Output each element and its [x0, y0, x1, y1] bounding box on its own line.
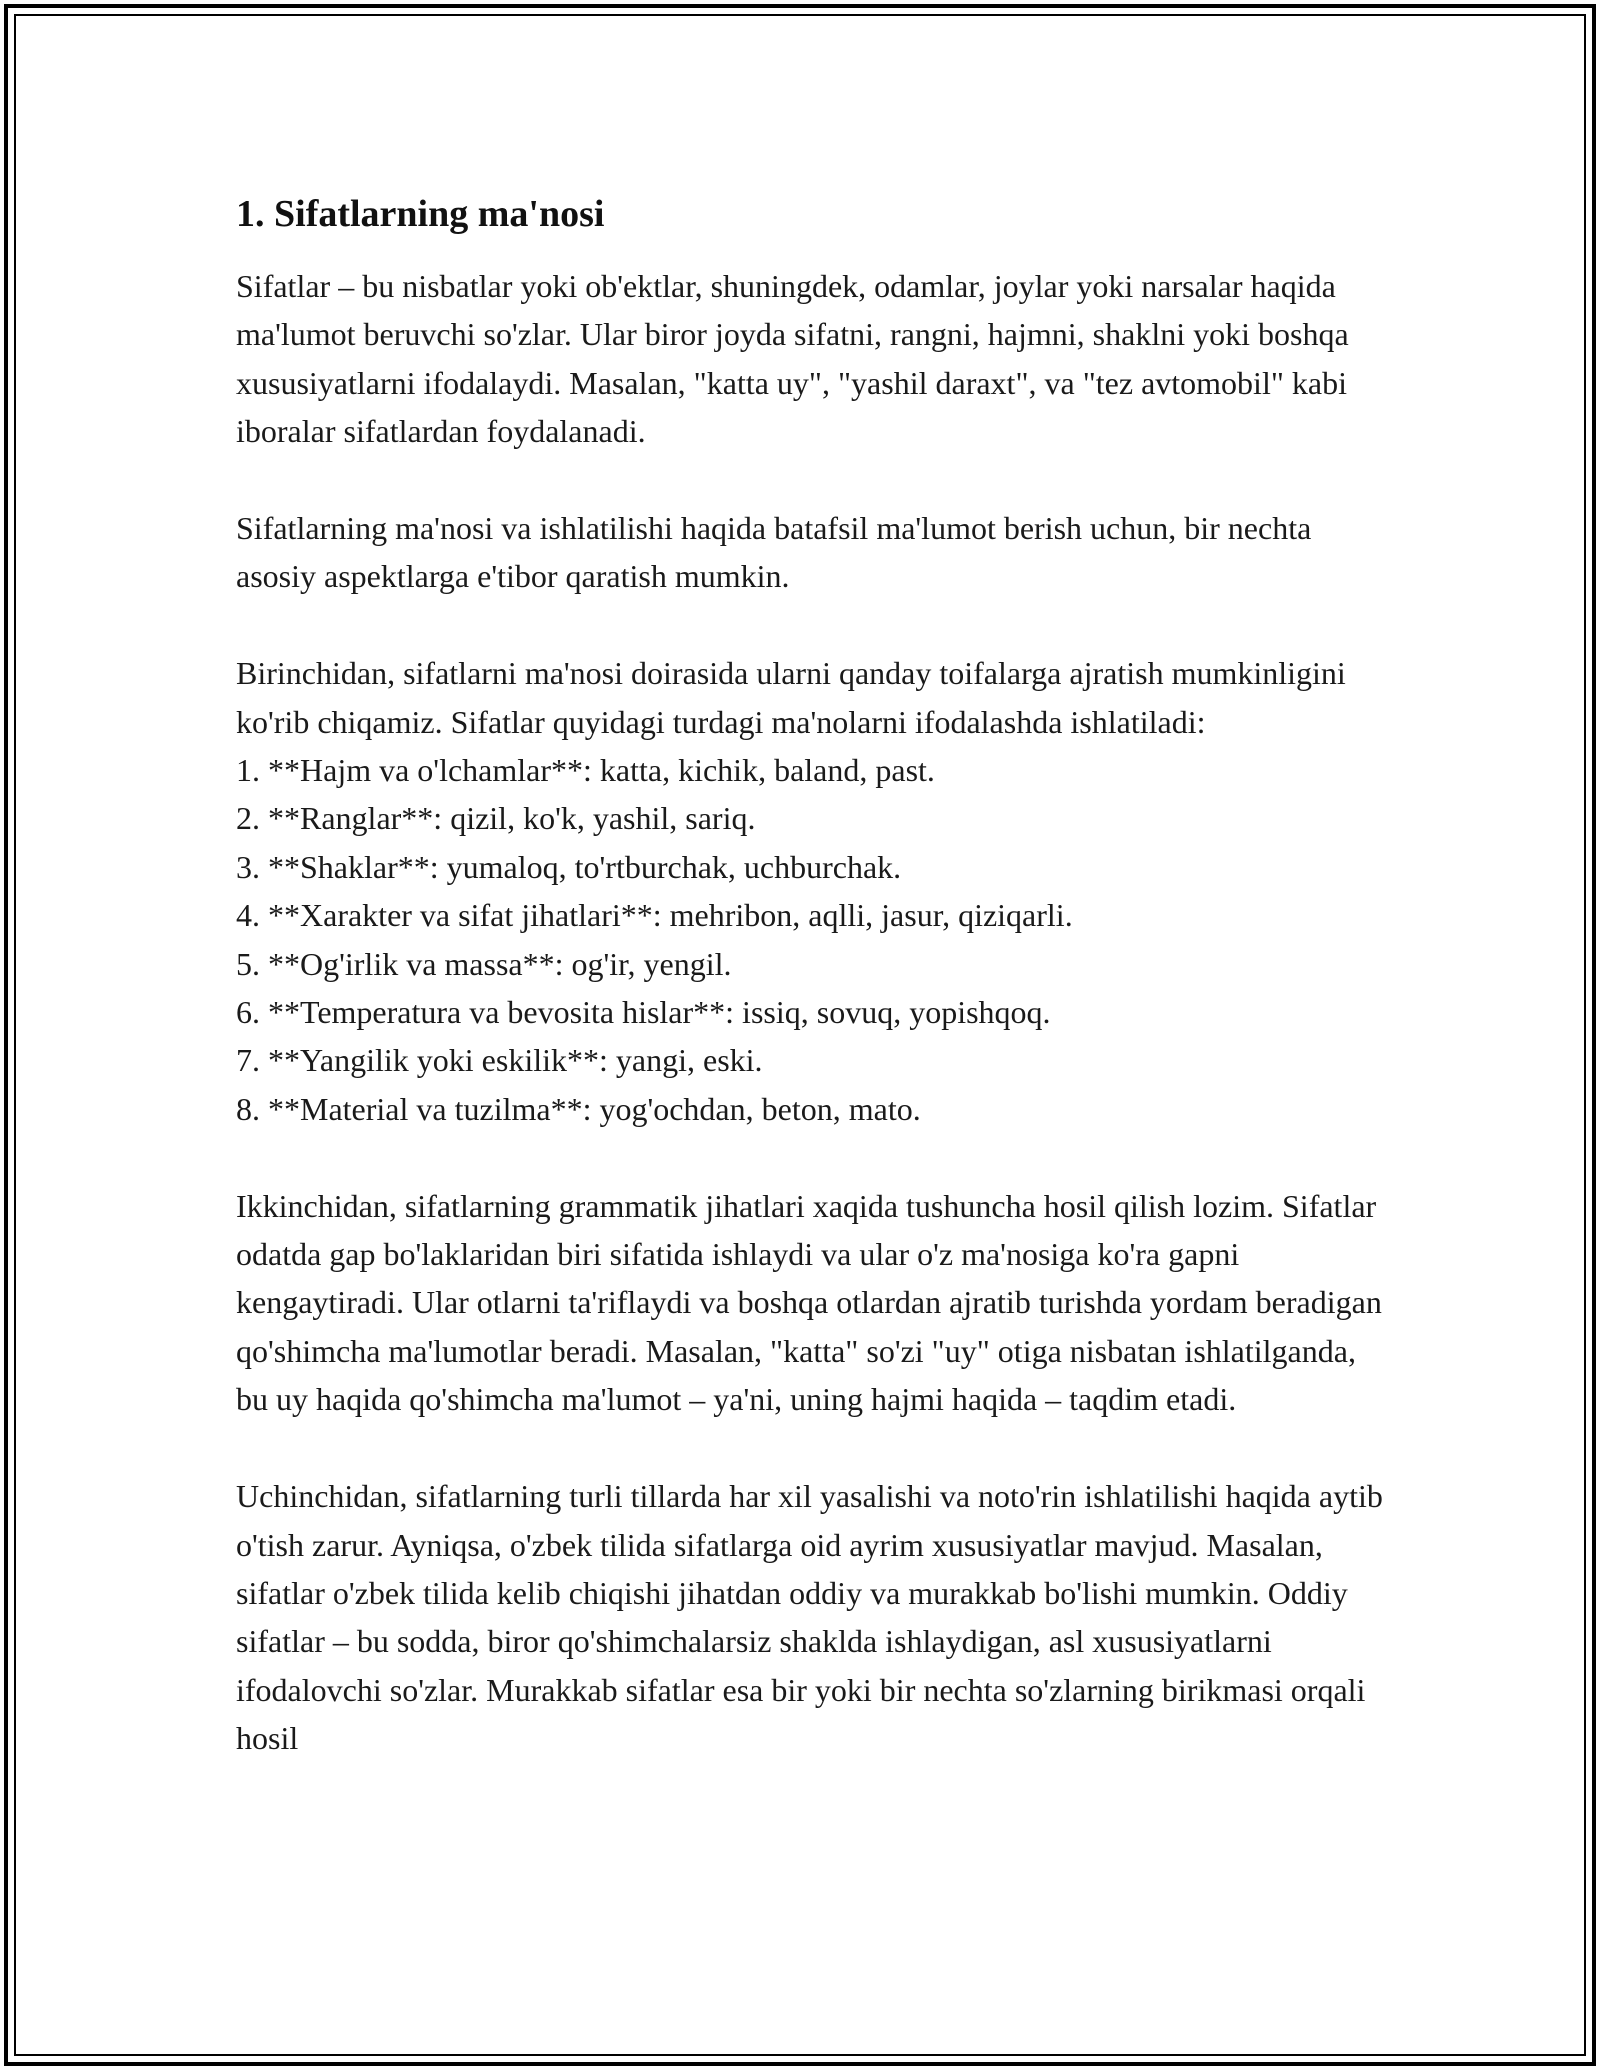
list-item: 8. **Material va tuzilma**: yog'ochdan, beton, mato. — [236, 1090, 921, 1127]
paragraph-gap — [236, 456, 1386, 504]
list-item: 2. **Ranglar**: qizil, ko'k, yashil, sariq. — [236, 800, 756, 837]
paragraph-aspects-intro: Sifatlarning ma'nosi va ishlatilishi haqida batafsil ma'lumot berish uchun, bir nechta asosiy aspektlarga e'tibor qaratish mumkin. — [236, 510, 1312, 595]
list-item: 6. **Temperatura va bevosita hislar**: issiq, sovuq, yopishqoq. — [236, 994, 1051, 1031]
list-item: 5. **Og'irlik va massa**: og'ir, yengil. — [236, 945, 732, 982]
list-item: 4. **Xarakter va sifat jihatlari**: mehribon, aqlli, jasur, qiziqarli. — [236, 897, 1073, 934]
section-heading: 1. Sifatlarning ma'nosi — [236, 193, 605, 235]
document-body — [236, 186, 1386, 1763]
paragraph-first-point: Birinchidan, sifatlarni ma'nosi doirasida ularni qanday toifalarga ajratish mumkinligini ko'rib chiqamiz. Sifatlar quyidagi turdagi ma'nolarni ifodalashda ishlatiladi: — [236, 655, 1346, 740]
paragraph-gap — [236, 601, 1386, 649]
list-item: 3. **Shaklar**: yumaloq, to'rtburchak, uchburchak. — [236, 848, 902, 885]
list-item: 7. **Yangilik yoki eskilik**: yangi, eski. — [236, 1042, 763, 1079]
meaning-categories-list — [236, 746, 1386, 1133]
list-item: 1. **Hajm va o'lchamlar**: katta, kichik, baland, past. — [236, 752, 935, 789]
paragraph-definition: Sifatlar – bu nisbatlar yoki ob'ektlar, shuningdek, odamlar, joylar yoki narsalar haqida ma'lumot beruvchi so'zlar. Ular biror joyda sifatni, rangni, hajmni, shaklni yoki boshqa xususiyatlarni ifodalaydi. Masalan, "katta uy", "yashil daraxt", va "tez avtomobil" kabi iboralar sifatlardan foydalanadi. — [236, 268, 1349, 450]
paragraph-second-point: Ikkinchidan, sifatlarning grammatik jihatlari xaqida tushuncha hosil qilish lozim. Sifatlar odatda gap bo'laklaridan biri sifatida ishlaydi va ular o'z ma'nosiga ko'ra gapni kengaytiradi. Ular otlarni ta'riflaydi va boshqa otlardan ajratib turishda yordam beradigan qo'shimcha ma'lumotlar beradi. Masalan, "katta" so'zi "uy" otiga nisbatan ishlatilganda, bu uy haqida qo'shimcha ma'lumot – ya'ni, uning hajmi haqida – taqdim etadi. — [236, 1187, 1382, 1418]
paragraph-third-point: Uchinchidan, sifatlarning turli tillarda har xil yasalishi va noto'rin ishlatilishi haqida aytib o'tish zarur. Ayniqsa, o'zbek tilida sifatlarga oid ayrim xususiyatlar mavjud. Masalan, sifatlar o'zbek tilida kelib chiqishi jihatdan oddiy va murakkab bo'lishi mumkin. Oddiy sifatlar – bu sodda, biror qo'shimchalarsiz shaklda ishlaydigan, asl xususiyatlarni ifodalovchi so'zlar. Murakkab sifatlar esa bir yoki bir nechta so'zlarning birikmasi orqali hosil — [236, 1478, 1383, 1757]
paragraph-gap — [236, 1424, 1386, 1472]
paragraph-gap — [236, 1133, 1386, 1181]
